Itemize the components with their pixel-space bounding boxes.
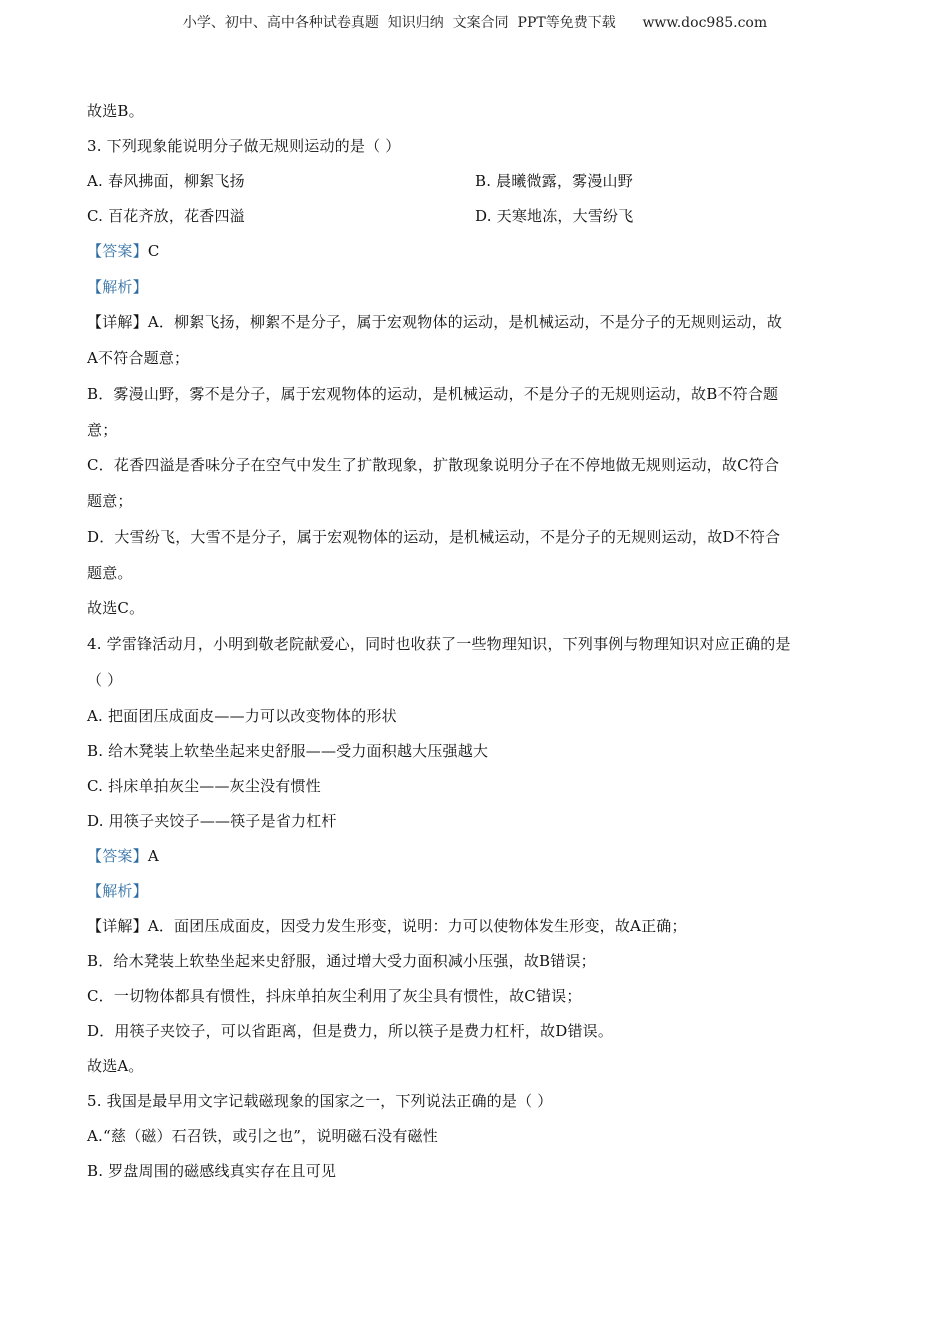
option-b: B. 晨曦微露，雾漫山野 bbox=[475, 172, 633, 190]
text-line: 故选B。 bbox=[87, 102, 144, 120]
option-a: A. 春风拂面，柳絮飞扬 bbox=[87, 172, 245, 190]
detail-tag: 【详解】 bbox=[87, 917, 148, 935]
question-4: 4. 学雷锋活动月，小明到敬老院献爱心，同时也收获了一些物理知识，下列事例与物理知识对应正确的是 bbox=[87, 635, 791, 653]
analysis-tag: 【解析】 bbox=[87, 882, 148, 900]
text-line: B．雾漫山野，雾不是分子，属于宏观物体的运动，是机械运动，不是分子的无规则运动，故B不符合题 bbox=[87, 385, 779, 403]
detail-line bbox=[87, 312, 782, 332]
text-line: 故选C。 bbox=[87, 599, 145, 617]
text-line: B．给木凳装上软垫坐起来史舒服，通过增大受力面积减小压强，故B错误； bbox=[87, 952, 596, 970]
detail-tag: 【详解】 bbox=[87, 313, 148, 331]
detail-line bbox=[87, 916, 687, 936]
answer-value: A bbox=[147, 847, 159, 865]
text-line: C．一切物体都具有惯性，抖床单拍灰尘利用了灰尘具有惯性，故C错误； bbox=[87, 987, 582, 1005]
text-line: 故选A。 bbox=[87, 1057, 144, 1075]
answer-line bbox=[87, 846, 159, 866]
question-5: 5. 我国是最早用文字记载磁现象的国家之一，下列说法正确的是（ ） bbox=[87, 1092, 553, 1110]
text-line: 题意。 bbox=[87, 564, 133, 582]
option-d: D. 用筷子夹饺子——筷子是省力杠杆 bbox=[87, 812, 337, 830]
option-b: B. 罗盘周围的磁感线真实存在且可见 bbox=[87, 1162, 337, 1180]
analysis-tag: 【解析】 bbox=[87, 278, 148, 296]
answer-tag: 【答案】 bbox=[87, 847, 148, 865]
answer-line bbox=[87, 241, 160, 261]
text-line: 意； bbox=[87, 421, 118, 439]
text-line: （ ） bbox=[87, 671, 123, 689]
text-line: D．大雪纷飞，大雪不是分子，属于宏观物体的运动，是机械运动，不是分子的无规则运动，故D不符合 bbox=[87, 528, 781, 546]
question-3: 3. 下列现象能说明分子做无规则运动的是（ ） bbox=[87, 137, 401, 155]
option-a: A.“慈（磁）石召铁，或引之也”，说明磁石没有磁性 bbox=[87, 1127, 438, 1145]
option-c: C. 抖床单拍灰尘——灰尘没有惯性 bbox=[87, 777, 321, 795]
option-d: D. 天寒地冻，大雪纷飞 bbox=[475, 207, 634, 225]
answer-value: C bbox=[147, 242, 160, 260]
page-header: 小学、初中、高中各种试卷真题 知识归纳 文案合同 PPT等免费下载 www.doc985.com bbox=[182, 15, 768, 31]
text-line: D．用筷子夹饺子，可以省距离，但是费力，所以筷子是费力杠杆，故D错误。 bbox=[87, 1022, 614, 1040]
option-c: C. 百花齐放，花香四溢 bbox=[87, 207, 245, 225]
detail-text: A．柳絮飞扬，柳絮不是分子，属于宏观物体的运动，是机械运动，不是分子的无规则运动，故 bbox=[147, 313, 783, 331]
option-b: B. 给木凳装上软垫坐起来史舒服——受力面积越大压强越大 bbox=[87, 742, 489, 760]
detail-text: A．面团压成面皮，因受力发生形变，说明：力可以使物体发生形变，故A正确； bbox=[147, 917, 687, 935]
text-line: A不符合题意； bbox=[87, 349, 190, 367]
answer-tag: 【答案】 bbox=[87, 242, 148, 260]
text-line: 题意； bbox=[87, 492, 133, 510]
option-a: A. 把面团压成面皮——力可以改变物体的形状 bbox=[87, 707, 397, 725]
text-line: C．花香四溢是香味分子在空气中发生了扩散现象，扩散现象说明分子在不停地做无规则运动，故C符合 bbox=[87, 456, 780, 474]
